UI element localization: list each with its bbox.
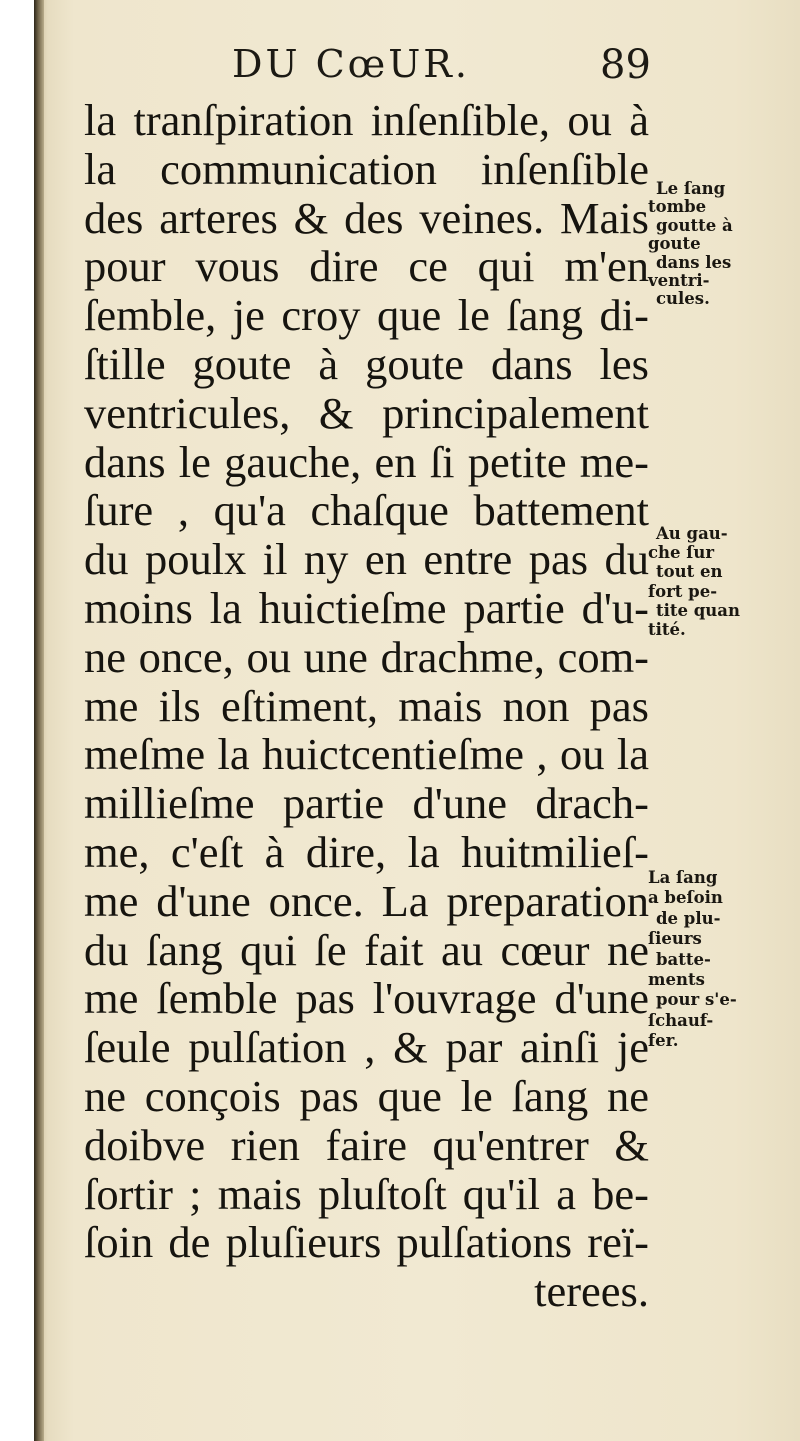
text-line: me, c'eſt à dire, la huitmilieſ- xyxy=(84,826,649,877)
text-line: pour vous dire ce qui m'en xyxy=(84,241,649,292)
text-line: ſortir ; mais pluſtoſt qu'il a be- xyxy=(84,1168,649,1219)
margin-note-line: batte- xyxy=(656,949,711,969)
text-line: ne once, ou une drachme, com- xyxy=(84,631,649,682)
margin-note-line: pour s'e- xyxy=(656,990,737,1010)
text-line: doibve rien faire qu'entrer & xyxy=(84,1119,649,1170)
page-number: 89 xyxy=(600,42,651,88)
margin-note-2 xyxy=(648,524,760,639)
text-line: moins la huictieſme partie d'u- xyxy=(84,582,649,633)
margin-note-line: Au gau- xyxy=(656,524,728,543)
text-line: ſtille goute à goute dans les xyxy=(84,338,649,389)
margin-note-line: ſchauf- xyxy=(648,1010,714,1030)
book-gutter xyxy=(34,0,44,1441)
margin-note-line: cules. xyxy=(656,289,710,309)
text-line-last: terees. xyxy=(534,1266,649,1317)
margin-note-line: La ſang xyxy=(648,868,718,887)
text-line: ſoin de pluſieurs pulſations reï- xyxy=(84,1217,649,1268)
text-line: ſemble, je croy que le ſang di- xyxy=(84,290,649,341)
text-line: du ſang qui ſe fait au cœur ne xyxy=(84,924,649,975)
text-line: ſeule pulſation , & par ainſi je xyxy=(84,1022,649,1073)
text-line: la tranſpiration inſenſible, ou à xyxy=(84,95,649,145)
margin-note-line: tout en xyxy=(656,562,723,582)
margin-note-line: ſieurs xyxy=(648,929,702,949)
running-title: DU CœUR. xyxy=(232,42,470,86)
text-line: dans le gauche, en ſi petite me- xyxy=(84,436,649,487)
text-line: la communication inſenſible xyxy=(84,143,649,194)
margin-note-line: tite quan xyxy=(656,600,740,620)
margin-note-line: goute xyxy=(648,234,701,254)
body-text xyxy=(84,96,649,1316)
text-line: ventricules, & principalement xyxy=(84,387,649,438)
margin-note-line: ments xyxy=(648,970,705,990)
margin-note-line: fort pe- xyxy=(648,581,718,601)
text-line: millieſme partie d'une drach- xyxy=(84,778,649,829)
margin-note-line: fer. xyxy=(648,1031,679,1051)
margin-note-line: ventri- xyxy=(648,271,710,291)
margin-note-line: tombe xyxy=(648,197,707,217)
text-line: du poulx il ny en entre pas du xyxy=(84,534,649,585)
margin-note-line: tité. xyxy=(648,620,686,640)
margin-note-line: de plu- xyxy=(656,908,721,928)
text-line: ſure , qu'a chaſque battement xyxy=(84,485,649,536)
text-line: me ſemble pas l'ouvrage d'une xyxy=(84,973,649,1024)
text-line: ne conçois pas que le ſang ne xyxy=(84,1070,649,1121)
text-line: des arteres & des veines. Mais xyxy=(84,192,649,243)
text-line: meſme la huictcentieſme , ou la xyxy=(84,729,649,780)
text-line: me d'une once. La preparation xyxy=(84,875,649,926)
book-page xyxy=(34,0,800,1441)
text-line: me ils eſtiment, mais non pas xyxy=(84,680,649,731)
margin-note-line: goutte à xyxy=(656,215,733,235)
margin-note-line: dans les xyxy=(656,252,732,272)
margin-note-line: a beſoin xyxy=(648,888,723,908)
margin-note-line: che ſur xyxy=(648,543,715,563)
margin-note-line: Le ſang xyxy=(656,179,726,198)
margin-note-3 xyxy=(648,868,760,1052)
margin-note-1 xyxy=(648,180,760,309)
